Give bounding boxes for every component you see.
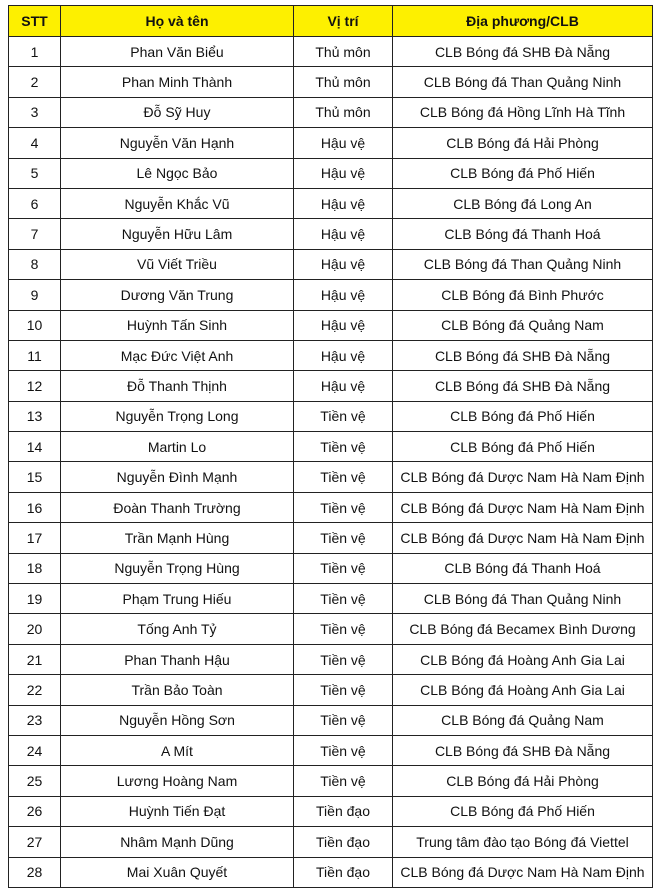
cell-name: Mạc Đức Việt Anh — [61, 340, 294, 370]
cell-club: CLB Bóng đá Dược Nam Hà Nam Định — [393, 523, 653, 553]
cell-position: Tiền vệ — [294, 523, 393, 553]
cell-position: Hậu vệ — [294, 128, 393, 158]
cell-name: Mai Xuân Quyết — [61, 857, 294, 887]
cell-club: CLB Bóng đá Hoàng Anh Gia Lai — [393, 675, 653, 705]
cell-club: CLB Bóng đá Phố Hiến — [393, 158, 653, 188]
cell-club: CLB Bóng đá Quảng Nam — [393, 310, 653, 340]
cell-club: CLB Bóng đá Phố Hiến — [393, 401, 653, 431]
cell-name: Dương Văn Trung — [61, 280, 294, 310]
cell-position: Thủ môn — [294, 97, 393, 127]
table-row — [9, 158, 653, 188]
cell-stt: 9 — [9, 280, 61, 310]
cell-name: Lương Hoàng Nam — [61, 766, 294, 796]
cell-name: Nguyễn Khắc Vũ — [61, 188, 294, 218]
cell-position: Tiền vệ — [294, 766, 393, 796]
table-row — [9, 735, 653, 765]
cell-name: Huỳnh Tấn Sinh — [61, 310, 294, 340]
cell-stt: 13 — [9, 401, 61, 431]
player-roster-table — [8, 5, 653, 888]
cell-club: CLB Bóng đá SHB Đà Nẵng — [393, 371, 653, 401]
cell-name: Phan Thanh Hậu — [61, 644, 294, 674]
cell-club: CLB Bóng đá SHB Đà Nẵng — [393, 735, 653, 765]
cell-name: Nguyễn Trọng Hùng — [61, 553, 294, 583]
cell-position: Tiền vệ — [294, 644, 393, 674]
cell-position: Thủ môn — [294, 37, 393, 67]
cell-name: Nguyễn Văn Hạnh — [61, 128, 294, 158]
cell-position: Hậu vệ — [294, 310, 393, 340]
cell-position: Tiền vệ — [294, 675, 393, 705]
cell-club: CLB Bóng đá Long An — [393, 188, 653, 218]
cell-stt: 3 — [9, 97, 61, 127]
cell-position: Tiền vệ — [294, 492, 393, 522]
table-row — [9, 340, 653, 370]
table-row — [9, 280, 653, 310]
cell-club: CLB Bóng đá SHB Đà Nẵng — [393, 340, 653, 370]
table-header — [9, 6, 653, 37]
cell-club: CLB Bóng đá Hải Phòng — [393, 766, 653, 796]
cell-stt: 12 — [9, 371, 61, 401]
cell-club: CLB Bóng đá Than Quảng Ninh — [393, 67, 653, 97]
cell-stt: 19 — [9, 584, 61, 614]
cell-stt: 21 — [9, 644, 61, 674]
cell-stt: 14 — [9, 432, 61, 462]
cell-position: Hậu vệ — [294, 280, 393, 310]
table-row — [9, 249, 653, 279]
cell-club: CLB Bóng đá Dược Nam Hà Nam Định — [393, 462, 653, 492]
table-row — [9, 614, 653, 644]
cell-position: Tiền vệ — [294, 462, 393, 492]
cell-position: Hậu vệ — [294, 219, 393, 249]
table-row — [9, 128, 653, 158]
table-row — [9, 310, 653, 340]
table-row — [9, 584, 653, 614]
cell-stt: 16 — [9, 492, 61, 522]
cell-stt: 23 — [9, 705, 61, 735]
cell-stt: 2 — [9, 67, 61, 97]
header-name: Họ và tên — [61, 6, 294, 37]
cell-position: Hậu vệ — [294, 188, 393, 218]
cell-stt: 1 — [9, 37, 61, 67]
cell-name: Đoàn Thanh Trường — [61, 492, 294, 522]
cell-position: Tiền vệ — [294, 614, 393, 644]
cell-club: CLB Bóng đá Hồng Lĩnh Hà Tĩnh — [393, 97, 653, 127]
cell-name: Phan Văn Biểu — [61, 37, 294, 67]
cell-position: Tiền vệ — [294, 401, 393, 431]
table-row — [9, 188, 653, 218]
cell-club: CLB Bóng đá Dược Nam Hà Nam Định — [393, 492, 653, 522]
cell-name: Huỳnh Tiến Đạt — [61, 796, 294, 826]
cell-name: Nguyễn Đình Mạnh — [61, 462, 294, 492]
cell-name: Đỗ Sỹ Huy — [61, 97, 294, 127]
cell-position: Hậu vệ — [294, 249, 393, 279]
table-row — [9, 705, 653, 735]
cell-club: CLB Bóng đá Becamex Bình Dương — [393, 614, 653, 644]
cell-position: Hậu vệ — [294, 340, 393, 370]
table-row — [9, 371, 653, 401]
cell-name: Phan Minh Thành — [61, 67, 294, 97]
cell-name: Nhâm Mạnh Dũng — [61, 827, 294, 857]
cell-name: Lê Ngọc Bảo — [61, 158, 294, 188]
cell-stt: 6 — [9, 188, 61, 218]
cell-name: Phạm Trung Hiếu — [61, 584, 294, 614]
table-row — [9, 553, 653, 583]
cell-position: Hậu vệ — [294, 158, 393, 188]
cell-club: CLB Bóng đá Thanh Hoá — [393, 219, 653, 249]
table-row — [9, 766, 653, 796]
table-row — [9, 401, 653, 431]
cell-position: Tiền vệ — [294, 735, 393, 765]
cell-stt: 28 — [9, 857, 61, 887]
cell-position: Tiền vệ — [294, 553, 393, 583]
cell-stt: 24 — [9, 735, 61, 765]
table-row — [9, 37, 653, 67]
cell-position: Tiền đạo — [294, 857, 393, 887]
cell-club: CLB Bóng đá Dược Nam Hà Nam Định — [393, 857, 653, 887]
cell-stt: 10 — [9, 310, 61, 340]
cell-position: Hậu vệ — [294, 371, 393, 401]
table-row — [9, 796, 653, 826]
cell-club: CLB Bóng đá Hoàng Anh Gia Lai — [393, 644, 653, 674]
cell-name: Vũ Viết Triều — [61, 249, 294, 279]
header-position: Vị trí — [294, 6, 393, 37]
table-row — [9, 432, 653, 462]
table-row — [9, 644, 653, 674]
cell-stt: 20 — [9, 614, 61, 644]
cell-name: A Mít — [61, 735, 294, 765]
table-row — [9, 675, 653, 705]
cell-name: Martin Lo — [61, 432, 294, 462]
cell-club: CLB Bóng đá Quảng Nam — [393, 705, 653, 735]
cell-stt: 4 — [9, 128, 61, 158]
cell-club: CLB Bóng đá Bình Phước — [393, 280, 653, 310]
cell-position: Tiền đạo — [294, 796, 393, 826]
cell-stt: 15 — [9, 462, 61, 492]
cell-club: CLB Bóng đá Hải Phòng — [393, 128, 653, 158]
cell-stt: 5 — [9, 158, 61, 188]
cell-stt: 7 — [9, 219, 61, 249]
table-row — [9, 857, 653, 887]
cell-position: Tiền đạo — [294, 827, 393, 857]
cell-position: Tiền vệ — [294, 705, 393, 735]
cell-stt: 27 — [9, 827, 61, 857]
cell-name: Đỗ Thanh Thịnh — [61, 371, 294, 401]
cell-stt: 18 — [9, 553, 61, 583]
cell-stt: 22 — [9, 675, 61, 705]
cell-position: Tiền vệ — [294, 584, 393, 614]
cell-club: CLB Bóng đá Than Quảng Ninh — [393, 584, 653, 614]
header-stt: STT — [9, 6, 61, 37]
table-row — [9, 827, 653, 857]
table-row — [9, 67, 653, 97]
cell-club: CLB Bóng đá Phố Hiến — [393, 432, 653, 462]
cell-name: Trần Mạnh Hùng — [61, 523, 294, 553]
table-row — [9, 492, 653, 522]
header-row — [9, 6, 653, 37]
cell-stt: 11 — [9, 340, 61, 370]
cell-name: Nguyễn Hữu Lâm — [61, 219, 294, 249]
cell-stt: 25 — [9, 766, 61, 796]
cell-club: CLB Bóng đá Thanh Hoá — [393, 553, 653, 583]
cell-club: CLB Bóng đá Than Quảng Ninh — [393, 249, 653, 279]
table-row — [9, 219, 653, 249]
header-club: Địa phương/CLB — [393, 6, 653, 37]
cell-stt: 8 — [9, 249, 61, 279]
table-row — [9, 97, 653, 127]
table-body — [9, 37, 653, 888]
cell-stt: 17 — [9, 523, 61, 553]
cell-club: CLB Bóng đá SHB Đà Nẵng — [393, 37, 653, 67]
cell-position: Tiền vệ — [294, 432, 393, 462]
cell-club: CLB Bóng đá Phố Hiến — [393, 796, 653, 826]
cell-name: Tống Anh Tỷ — [61, 614, 294, 644]
cell-name: Trần Bảo Toàn — [61, 675, 294, 705]
table-row — [9, 523, 653, 553]
cell-name: Nguyễn Trọng Long — [61, 401, 294, 431]
cell-position: Thủ môn — [294, 67, 393, 97]
table-row — [9, 462, 653, 492]
cell-name: Nguyễn Hồng Sơn — [61, 705, 294, 735]
cell-club: Trung tâm đào tạo Bóng đá Viettel — [393, 827, 653, 857]
cell-stt: 26 — [9, 796, 61, 826]
